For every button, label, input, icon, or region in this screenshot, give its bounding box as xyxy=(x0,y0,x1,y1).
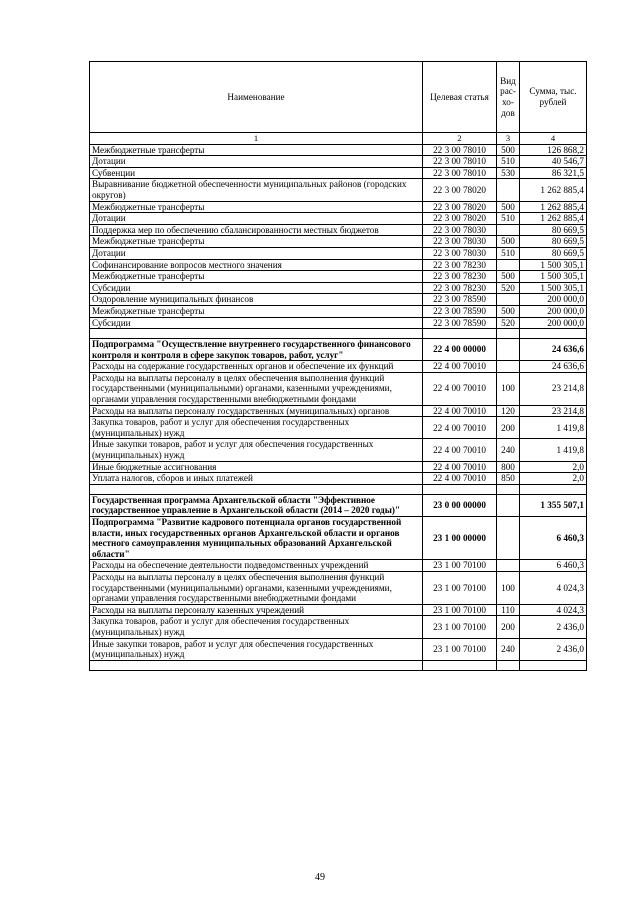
cell-expense-type: 500 xyxy=(497,236,520,248)
cell-name: Иные закупки товаров, работ и услуг для обеспечения государственных (муниципальных) нужд xyxy=(90,439,423,461)
cell-expense-type xyxy=(497,179,520,201)
table-row xyxy=(90,461,587,473)
table-row xyxy=(90,361,587,373)
cell-target-article: 22 4 00 70010 xyxy=(423,439,497,461)
cell-expense-type: 800 xyxy=(497,461,520,473)
cell-expense-type: 100 xyxy=(497,571,520,604)
cell-target-article: 22 3 00 78030 xyxy=(423,224,497,236)
cell-expense-type: 200 xyxy=(497,616,520,638)
table-row xyxy=(90,224,587,236)
cell-sum: 1 262 885,4 xyxy=(520,179,587,201)
cell-target-article: 23 1 00 00000 xyxy=(423,517,497,560)
cell-sum: 1 500 305,1 xyxy=(520,271,587,283)
cell-sum: 1 262 885,4 xyxy=(520,213,587,225)
cell-expense-type: 520 xyxy=(497,317,520,329)
empty-cell xyxy=(423,329,497,339)
cell-sum: 2,0 xyxy=(520,461,587,473)
cell-target-article: 22 3 00 78230 xyxy=(423,282,497,294)
cell-target-article: 22 4 00 00000 xyxy=(423,339,497,361)
empty-cell xyxy=(90,329,423,339)
empty-cell xyxy=(423,484,497,494)
cell-name: Расходы на выплаты персоналу в целях обеспечения выполнения функций государственными (муниципальными) органами, казенными учреждениями, органами управления государственными внебюджетными фондами xyxy=(90,372,423,405)
cell-sum: 80 669,5 xyxy=(520,224,587,236)
cell-name: Субсидии xyxy=(90,317,423,329)
cell-name: Поддержка мер по обеспечению сбалансированности местных бюджетов xyxy=(90,224,423,236)
cell-expense-type: 200 xyxy=(497,417,520,439)
cell-sum: 200 000,0 xyxy=(520,317,587,329)
cell-expense-type xyxy=(497,494,520,516)
cell-target-article: 23 1 00 70100 xyxy=(423,638,497,660)
cell-expense-type: 120 xyxy=(497,405,520,417)
cell-expense-type: 510 xyxy=(497,247,520,259)
cell-sum: 1 500 305,1 xyxy=(520,282,587,294)
empty-cell xyxy=(497,329,520,339)
cell-name: Расходы на выплаты персоналу государственных (муниципальных) органов xyxy=(90,405,423,417)
cell-target-article: 22 3 00 78230 xyxy=(423,271,497,283)
cell-target-article: 22 3 00 78590 xyxy=(423,305,497,317)
cell-name: Иные бюджетные ассигнования xyxy=(90,461,423,473)
cell-target-article: 22 3 00 78590 xyxy=(423,317,497,329)
table-row xyxy=(90,560,587,572)
table-row xyxy=(90,372,587,405)
cell-sum: 6 460,3 xyxy=(520,517,587,560)
empty-cell xyxy=(520,329,587,339)
cell-expense-type xyxy=(497,224,520,236)
cell-sum: 80 669,5 xyxy=(520,236,587,248)
cell-target-article: 22 3 00 78590 xyxy=(423,294,497,306)
cell-target-article: 23 1 00 70100 xyxy=(423,616,497,638)
cell-name: Подпрограмма "Развитие кадрового потенциала органов государственной власти, иных государственных органов Архангельской области и органов местного самоуправления муниципальных образований Архангельской области" xyxy=(90,517,423,560)
cell-name: Расходы на обеспечение деятельности подведомственных учреждений xyxy=(90,560,423,572)
cell-target-article: 22 3 00 78020 xyxy=(423,201,497,213)
empty-cell xyxy=(90,484,423,494)
cell-name: Межбюджетные трансферты xyxy=(90,305,423,317)
cell-name: Государственная программа Архангельской области "Эффективное государственное управление в Архангельской области (2014 – 2020 годы)" xyxy=(90,494,423,516)
cell-sum: 2 436,0 xyxy=(520,638,587,660)
header-expense-type: Вид рас- хо- дов xyxy=(497,62,520,133)
cell-expense-type: 240 xyxy=(497,638,520,660)
spacer-row xyxy=(90,484,587,494)
cell-target-article: 23 1 00 70100 xyxy=(423,604,497,616)
cell-target-article: 23 0 00 00000 xyxy=(423,494,497,516)
table-row xyxy=(90,616,587,638)
cell-name: Уплата налогов, сборов и иных платежей xyxy=(90,473,423,485)
cell-name: Выравнивание бюджетной обеспеченности муниципальных районов (городских округов) xyxy=(90,179,423,201)
header-row xyxy=(90,62,587,133)
table-row xyxy=(90,179,587,201)
empty-cell xyxy=(520,660,587,670)
cell-expense-type: 100 xyxy=(497,372,520,405)
table-row xyxy=(90,494,587,516)
cell-name: Подпрограмма "Осуществление внутреннего государственного финансового контроля и контроля в сфере закупок товаров, работ, услуг" xyxy=(90,339,423,361)
cell-expense-type xyxy=(497,339,520,361)
cell-expense-type: 850 xyxy=(497,473,520,485)
cell-sum: 80 669,5 xyxy=(520,247,587,259)
cell-sum: 1 419,8 xyxy=(520,417,587,439)
cell-name: Иные закупки товаров, работ и услуг для обеспечения государственных (муниципальных) нужд xyxy=(90,638,423,660)
cell-name: Оздоровление муниципальных финансов xyxy=(90,294,423,306)
cell-sum: 1 355 507,1 xyxy=(520,494,587,516)
cell-sum: 2,0 xyxy=(520,473,587,485)
cell-sum: 23 214,8 xyxy=(520,372,587,405)
table-row xyxy=(90,259,587,271)
empty-cell xyxy=(497,484,520,494)
cell-sum: 40 546,7 xyxy=(520,156,587,168)
cell-target-article: 22 4 00 70010 xyxy=(423,417,497,439)
cell-sum: 24 636,6 xyxy=(520,339,587,361)
cell-sum: 24 636,6 xyxy=(520,361,587,373)
cell-expense-type: 110 xyxy=(497,604,520,616)
table-row xyxy=(90,156,587,168)
cell-name: Дотации xyxy=(90,213,423,225)
empty-cell xyxy=(423,660,497,670)
cell-name: Межбюджетные трансферты xyxy=(90,271,423,283)
column-index-row xyxy=(90,133,587,145)
table-row xyxy=(90,213,587,225)
cell-expense-type: 500 xyxy=(497,144,520,156)
cell-name: Дотации xyxy=(90,156,423,168)
column-index: 4 xyxy=(520,133,587,145)
header-name: Наименование xyxy=(90,62,423,133)
spacer-row xyxy=(90,660,587,670)
budget-table xyxy=(89,61,587,671)
cell-target-article: 23 1 00 70100 xyxy=(423,571,497,604)
cell-sum: 126 868,2 xyxy=(520,144,587,156)
table-row xyxy=(90,517,587,560)
cell-target-article: 22 4 00 70010 xyxy=(423,405,497,417)
cell-target-article: 22 3 00 78030 xyxy=(423,236,497,248)
table-row xyxy=(90,282,587,294)
empty-cell xyxy=(90,660,423,670)
table-row xyxy=(90,271,587,283)
cell-expense-type: 500 xyxy=(497,271,520,283)
table-row xyxy=(90,571,587,604)
cell-sum: 200 000,0 xyxy=(520,305,587,317)
column-index: 2 xyxy=(423,133,497,145)
cell-target-article: 22 3 00 78030 xyxy=(423,247,497,259)
cell-sum: 1 500 305,1 xyxy=(520,259,587,271)
cell-expense-type: 510 xyxy=(497,213,520,225)
table-row xyxy=(90,405,587,417)
table-row xyxy=(90,317,587,329)
page-number: 49 xyxy=(315,872,325,883)
cell-expense-type: 500 xyxy=(497,305,520,317)
cell-expense-type: 530 xyxy=(497,167,520,179)
cell-sum: 4 024,3 xyxy=(520,604,587,616)
cell-name: Межбюджетные трансферты xyxy=(90,144,423,156)
cell-target-article: 22 4 00 70010 xyxy=(423,361,497,373)
cell-target-article: 22 3 00 78020 xyxy=(423,179,497,201)
cell-target-article: 22 4 00 70010 xyxy=(423,372,497,405)
table-row xyxy=(90,638,587,660)
cell-name: Закупка товаров, работ и услуг для обеспечения государственных (муниципальных) нужд xyxy=(90,417,423,439)
cell-expense-type xyxy=(497,560,520,572)
table-row xyxy=(90,417,587,439)
cell-target-article: 22 4 00 70010 xyxy=(423,473,497,485)
cell-sum: 2 436,0 xyxy=(520,616,587,638)
cell-sum: 86 321,5 xyxy=(520,167,587,179)
cell-expense-type: 240 xyxy=(497,439,520,461)
cell-name: Закупка товаров, работ и услуг для обеспечения государственных (муниципальных) нужд xyxy=(90,616,423,638)
cell-target-article: 22 3 00 78230 xyxy=(423,259,497,271)
cell-target-article: 22 3 00 78010 xyxy=(423,167,497,179)
cell-sum: 4 024,3 xyxy=(520,571,587,604)
table-row xyxy=(90,604,587,616)
cell-expense-type: 510 xyxy=(497,156,520,168)
table-row xyxy=(90,473,587,485)
cell-expense-type: 500 xyxy=(497,201,520,213)
cell-name: Расходы на выплаты персоналу в целях обеспечения выполнения функций государственными (муниципальными) органами, казенными учреждениями, органами управления государственными внебюджетными фондами xyxy=(90,571,423,604)
table-row xyxy=(90,439,587,461)
table-row xyxy=(90,144,587,156)
cell-name: Софинансирование вопросов местного значения xyxy=(90,259,423,271)
header-target-article: Целевая статья xyxy=(423,62,497,133)
empty-cell xyxy=(497,660,520,670)
cell-name: Расходы на выплаты персоналу казенных учреждений xyxy=(90,604,423,616)
cell-sum: 23 214,8 xyxy=(520,405,587,417)
table-row xyxy=(90,167,587,179)
header-sum: Сумма, тыс. рублей xyxy=(520,62,587,133)
spacer-row xyxy=(90,329,587,339)
cell-name: Субсидии xyxy=(90,282,423,294)
cell-expense-type: 520 xyxy=(497,282,520,294)
cell-target-article: 23 1 00 70100 xyxy=(423,560,497,572)
cell-target-article: 22 4 00 70010 xyxy=(423,461,497,473)
cell-name: Межбюджетные трансферты xyxy=(90,236,423,248)
cell-name: Расходы на содержание государственных органов и обеспечение их функций xyxy=(90,361,423,373)
cell-name: Субвенции xyxy=(90,167,423,179)
cell-sum: 6 460,3 xyxy=(520,560,587,572)
cell-name: Дотации xyxy=(90,247,423,259)
cell-sum: 1 262 885,4 xyxy=(520,201,587,213)
empty-cell xyxy=(520,484,587,494)
table-row xyxy=(90,236,587,248)
cell-name: Межбюджетные трансферты xyxy=(90,201,423,213)
table-row xyxy=(90,247,587,259)
cell-target-article: 22 3 00 78020 xyxy=(423,213,497,225)
cell-sum: 1 419,8 xyxy=(520,439,587,461)
table-body xyxy=(90,144,587,670)
table-row xyxy=(90,339,587,361)
cell-sum: 200 000,0 xyxy=(520,294,587,306)
table-row xyxy=(90,294,587,306)
cell-target-article: 22 3 00 78010 xyxy=(423,156,497,168)
cell-expense-type xyxy=(497,517,520,560)
cell-expense-type xyxy=(497,259,520,271)
table-row xyxy=(90,201,587,213)
column-index: 3 xyxy=(497,133,520,145)
cell-expense-type xyxy=(497,361,520,373)
cell-target-article: 22 3 00 78010 xyxy=(423,144,497,156)
cell-expense-type xyxy=(497,294,520,306)
column-index: 1 xyxy=(90,133,423,145)
table-row xyxy=(90,305,587,317)
